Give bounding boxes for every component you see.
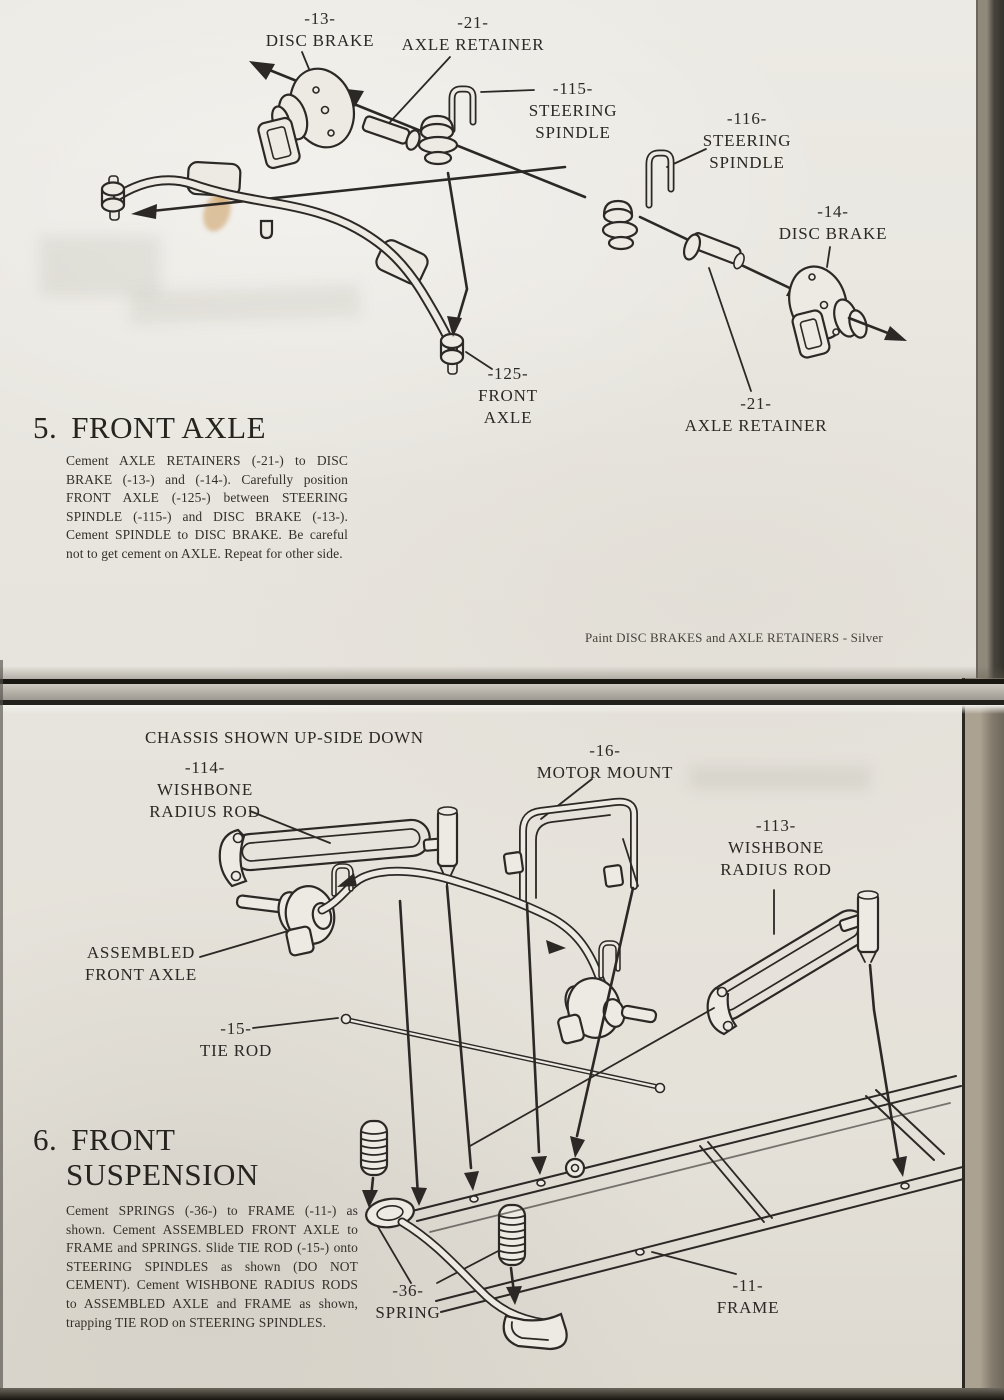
part-name: FRONT AXLE <box>84 965 198 985</box>
steering-spindle-115-part <box>419 89 473 164</box>
steering-spindle-116-part <box>603 153 671 249</box>
section-6-heading <box>33 1122 259 1191</box>
disc-brake-14-part <box>781 260 870 359</box>
section-number: 5. <box>33 410 58 445</box>
spring-36-left-part <box>361 1121 387 1208</box>
section-title: FRONT <box>71 1122 176 1157</box>
spring-36-right-part <box>499 1205 525 1305</box>
part-name: FRONT <box>478 386 538 406</box>
part-name: STEERING <box>528 101 618 121</box>
part-number: -14- <box>817 202 849 221</box>
part-number: -113- <box>755 816 797 835</box>
label-front-axle-125 <box>478 363 538 429</box>
part-number: -21- <box>457 13 489 32</box>
assembly-arrow <box>448 173 467 326</box>
label-tie-rod-15 <box>200 1018 272 1062</box>
part-name: SPINDLE <box>535 123 611 143</box>
page-edge-highlight <box>0 705 1004 714</box>
section-title: FRONT AXLE <box>71 410 267 445</box>
part-number: -13- <box>304 9 336 28</box>
part-name: MOTOR MOUNT <box>536 763 674 783</box>
label-steering-spindle-116 <box>703 108 792 174</box>
label-disc-brake-14 <box>779 201 888 245</box>
part-name: RADIUS ROD <box>149 802 261 822</box>
section-5-instructions: Cement AXLE RETAINERS (-21-) to DISC BRAKE (-13-) and (-14-). Carefully position FRONT AXLE (-125-) between STEERING SPINDLE (-115-) and DISC BRAKE (-13-). Cement SPINDLE to DISC BRAKE. Be careful not to get cement on AXLE. Repeat for other side. <box>66 453 348 561</box>
label-spring-36 <box>375 1280 440 1324</box>
part-name: SPRING <box>375 1303 441 1323</box>
label-axle-retainer-21a <box>402 12 545 56</box>
part-number: -21- <box>740 394 772 413</box>
part-number: -114- <box>184 758 226 777</box>
part-name: SPINDLE <box>709 153 785 173</box>
part-name: RADIUS ROD <box>720 860 832 880</box>
part-number: -115- <box>552 79 594 98</box>
label-motor-mount-16 <box>537 740 673 784</box>
part-name: STEERING <box>702 131 792 151</box>
label-axle-retainer-21b <box>685 393 828 437</box>
front-axle-125-part <box>102 162 463 374</box>
arrowhead <box>249 61 275 80</box>
label-disc-brake-13 <box>266 8 375 52</box>
label-frame-11 <box>717 1275 780 1319</box>
part-name: AXLE RETAINER <box>684 416 828 436</box>
motor-mount-16-part <box>504 802 638 903</box>
scan-bottom-edge <box>0 1388 1004 1400</box>
scan-left-edge <box>0 660 3 1390</box>
scan-right-edge-bottom <box>962 678 1004 1400</box>
part-name: DISC BRAKE <box>778 224 888 244</box>
section-number: 6. <box>33 1122 58 1157</box>
axle-pin-part <box>681 232 746 270</box>
label-wishbone-113 <box>720 815 831 881</box>
part-number: -116- <box>726 109 768 128</box>
paint-note: Paint DISC BRAKES and AXLE RETAINERS - Silver <box>585 630 883 645</box>
wishbone-radius-rod-113-part <box>703 891 878 1034</box>
page-fold-gap <box>0 684 1004 700</box>
disc-brake-13-part <box>257 61 363 170</box>
part-name: DISC BRAKE <box>265 31 375 51</box>
section-6-instructions: Cement SPRINGS (-36-) to FRAME (-11-) as shown. Cement ASSEMBLED FRONT AXLE to FRAME and SPRINGS. Slide TIE ROD (-15-) onto STEERING SPINDLES as shown (DO NOT CEMENT). Cement WISHBONE RADIUS RODS to ASSEMBLED AXLE and FRAME as shown, trapping TIE ROD on STEERING SPINDLES. <box>66 1203 358 1330</box>
part-number: -11- <box>732 1276 764 1295</box>
scan-right-edge-top <box>976 0 1004 678</box>
section-title-line2: SUSPENSION <box>66 1157 259 1192</box>
part-number: -16- <box>589 741 621 760</box>
part-name: ASSEMBLED <box>86 943 196 962</box>
label-wishbone-114 <box>149 757 260 823</box>
part-name: WISHBONE <box>727 838 825 858</box>
section-5-heading <box>33 410 266 446</box>
label-assembled-front-axle <box>85 942 197 986</box>
part-number: -125- <box>487 364 529 383</box>
part-name: WISHBONE <box>156 780 254 800</box>
frame-11-part <box>364 1076 999 1349</box>
part-number: -15- <box>220 1019 252 1038</box>
part-name: AXLE RETAINER <box>401 35 545 55</box>
chassis-caption: CHASSIS SHOWN UP-SIDE DOWN <box>145 728 424 747</box>
part-name: TIE ROD <box>199 1041 273 1061</box>
part-name: FRAME <box>716 1298 780 1318</box>
label-steering-spindle-115 <box>529 78 618 144</box>
arrowhead <box>131 204 157 219</box>
part-number: -36- <box>392 1281 424 1300</box>
part-name: AXLE <box>483 408 533 428</box>
arrowhead <box>884 326 907 341</box>
page-fold-shadow <box>0 666 1004 679</box>
